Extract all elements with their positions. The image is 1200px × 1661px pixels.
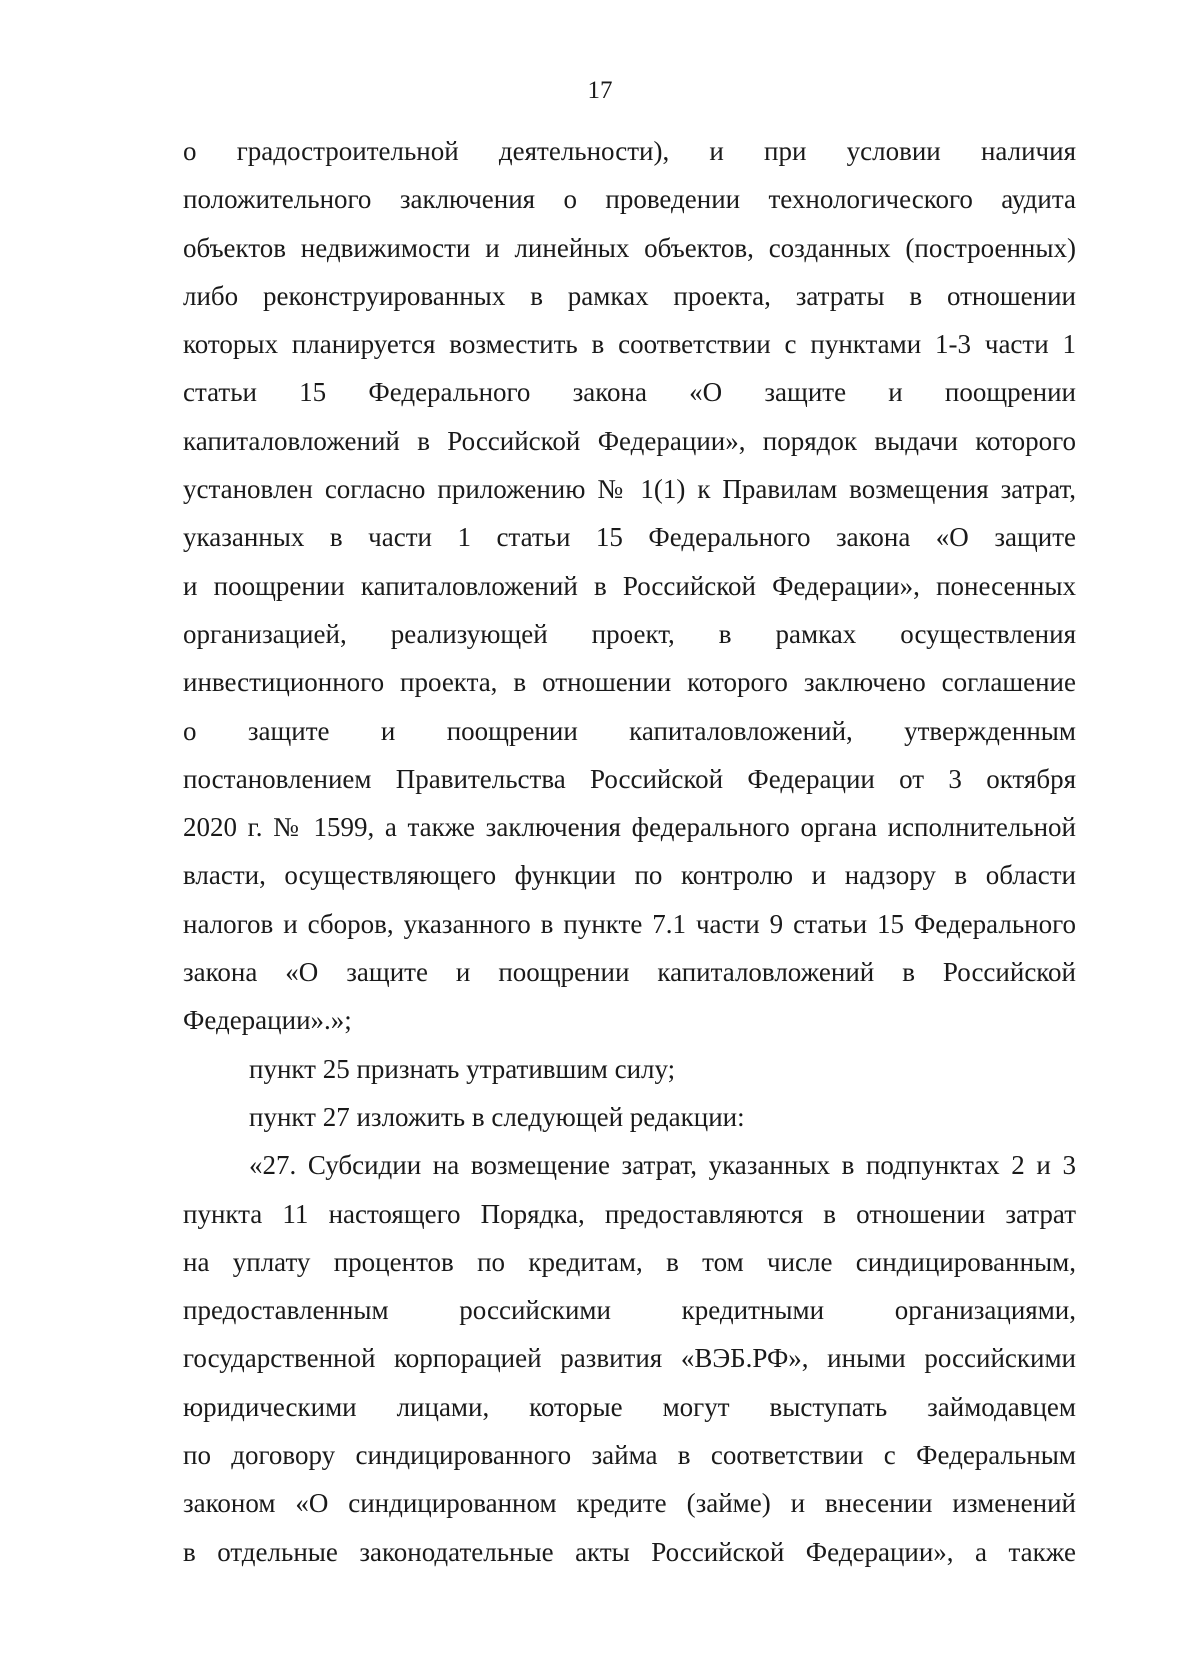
- text-line: пункта 11 настоящего Порядка, предоставляются в отношении затрат: [183, 1198, 1076, 1229]
- text-line: установлен согласно приложению № 1(1) к Правилам возмещения затрат,: [183, 474, 1076, 505]
- text-line: которых планируется возместить в соответствии с пунктами 1-3 части 1: [183, 329, 1076, 360]
- text-line: постановлением Правительства Российской Федерации от 3 октября: [183, 763, 1076, 794]
- text-line: объектов недвижимости и линейных объектов, созданных (построенных): [183, 232, 1076, 263]
- text-line: власти, осуществляющего функции по контролю и надзору в области: [183, 860, 1076, 891]
- text-line: положительного заключения о проведении технологического аудита: [183, 184, 1076, 215]
- text-line: налогов и сборов, указанного в пункте 7.1 части 9 статьи 15 Федерального: [183, 908, 1076, 939]
- text-line: предоставленным российскими кредитными организациями,: [183, 1295, 1076, 1326]
- text-line: по договору синдицированного займа в соответствии с Федеральным: [183, 1440, 1076, 1471]
- text-line: «27. Субсидии на возмещение затрат, указанных в подпунктах 2 и 3: [249, 1150, 1076, 1181]
- text-line: статьи 15 Федерального закона «О защите и поощрении: [183, 377, 1076, 408]
- document-body: [183, 127, 1076, 1576]
- text-line: государственной корпорацией развития «ВЭБ.РФ», иными российскими: [183, 1343, 1076, 1374]
- text-line: о защите и поощрении капиталовложений, утвержденным: [183, 715, 1076, 746]
- text-line: Федерации».»;: [183, 1005, 352, 1036]
- text-line: о градостроительной деятельности), и при условии наличия: [183, 136, 1076, 166]
- text-line: либо реконструированных в рамках проекта, затраты в отношении: [183, 280, 1076, 311]
- text-line: в отдельные законодательные акты Российской Федерации», а также: [183, 1536, 1076, 1567]
- text-line: закона «О защите и поощрении капиталовложений в Российской: [183, 957, 1076, 988]
- text-line: и поощрении капиталовложений в Российской Федерации», понесенных: [183, 570, 1076, 601]
- text-line: на уплату процентов по кредитам, в том числе синдицированным,: [183, 1246, 1076, 1277]
- text-line: юридическими лицами, которые могут выступать займодавцем: [183, 1391, 1076, 1422]
- text-line: законом «О синдицированном кредите (займе) и внесении изменений: [183, 1488, 1076, 1519]
- text-line: капиталовложений в Российской Федерации», порядок выдачи которого: [183, 425, 1076, 456]
- text-line: пункт 27 изложить в следующей редакции:: [249, 1101, 745, 1132]
- text-line: пункт 25 признать утратившим силу;: [249, 1053, 676, 1084]
- text-line: инвестиционного проекта, в отношении которого заключено соглашение: [183, 667, 1076, 698]
- text-line: указанных в части 1 статьи 15 Федерального закона «О защите: [183, 522, 1076, 553]
- text-line: 2020 г. № 1599, а также заключения федерального органа исполнительной: [183, 812, 1076, 843]
- text-line: организацией, реализующей проект, в рамках осуществления: [183, 618, 1076, 649]
- page-number: 17: [587, 77, 613, 104]
